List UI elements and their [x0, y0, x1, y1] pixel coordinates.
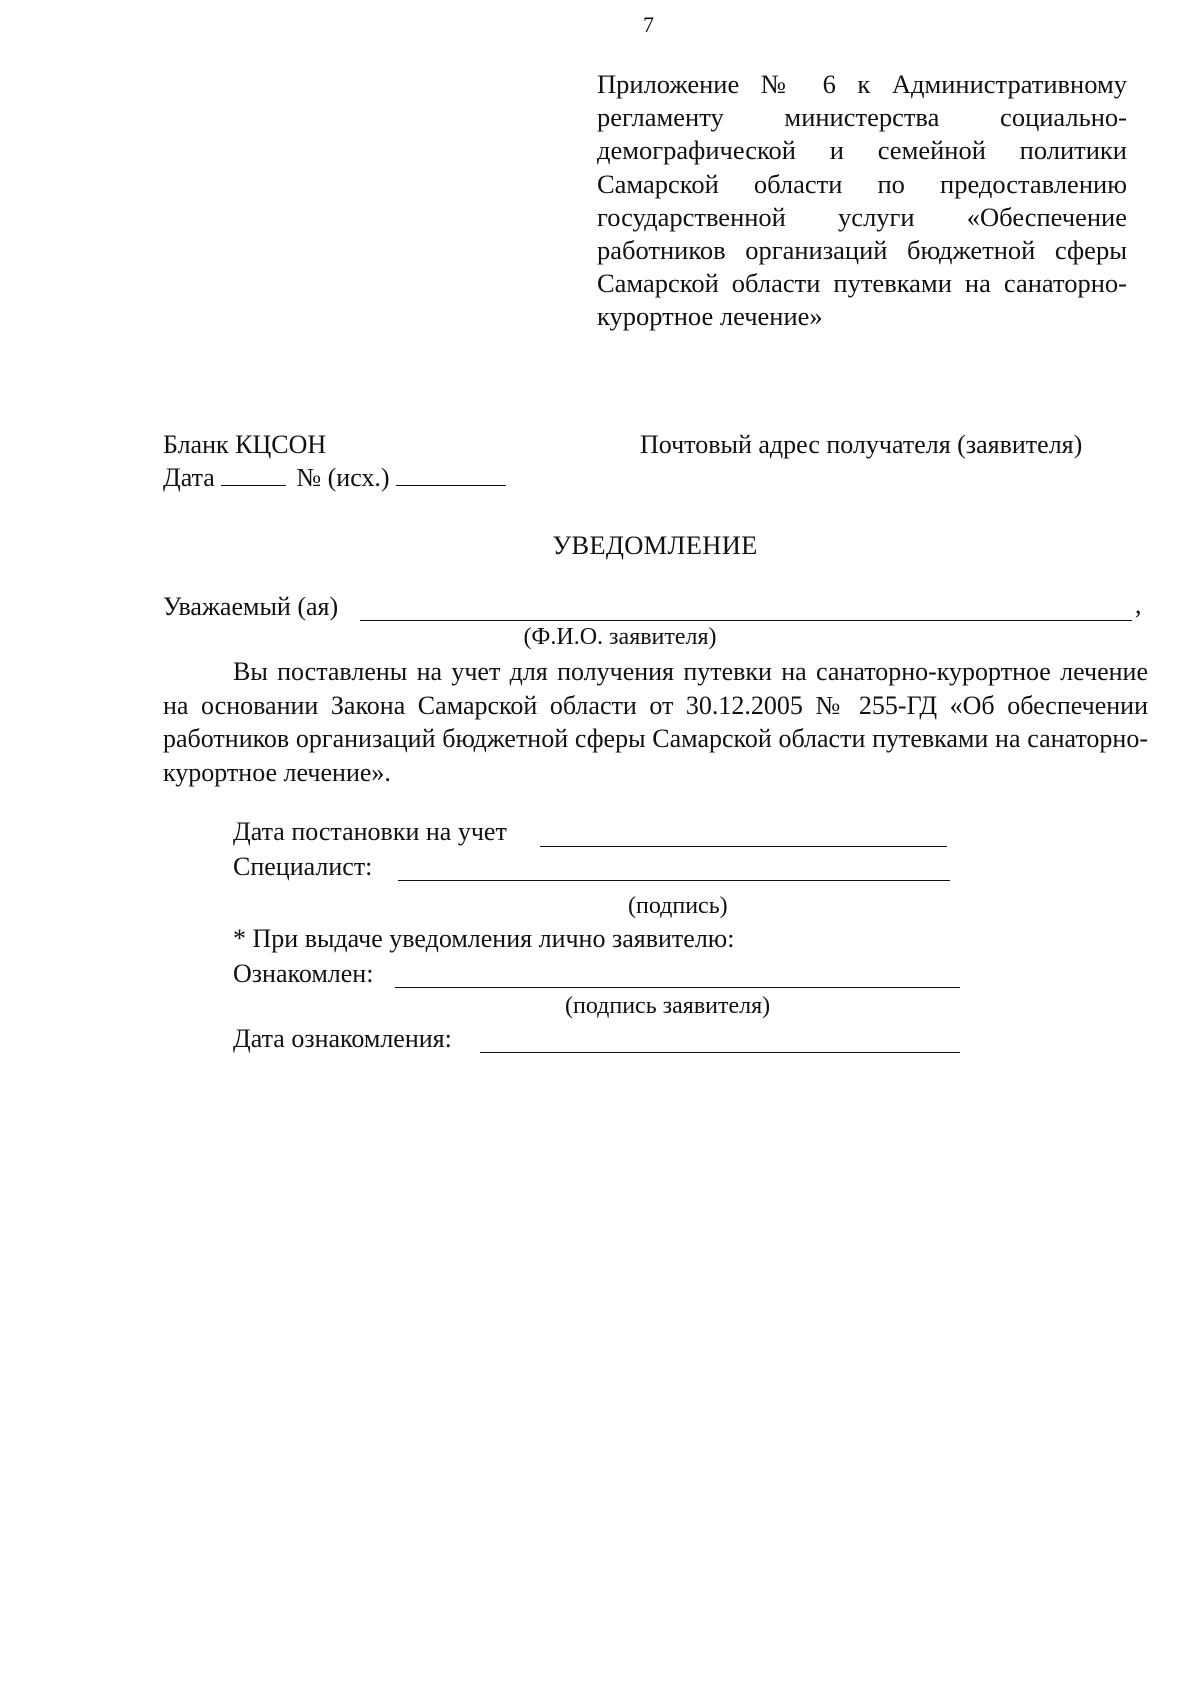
date-label: Дата: [163, 463, 215, 492]
acquainted-signature-line: [395, 987, 960, 988]
applicant-name-line: [360, 620, 1132, 621]
registration-date-label: Дата постановки на учет: [233, 817, 507, 846]
date-number-row: [163, 461, 506, 494]
date-blank-line: [221, 484, 286, 486]
appendix-heading: Приложение № 6 к Административному регламенту министерства социально-демографической и семейной политики Самарской области по предоставлению государственной услуги «Обеспечение работников организаций бюджетной сферы Самарской области путевками на санаторно-курортное лечение»: [597, 69, 1127, 332]
specialist-signature-line: [398, 880, 950, 881]
page-number: 7: [643, 12, 654, 37]
specialist-label: Специалист:: [233, 852, 373, 881]
sender-block: [163, 428, 506, 494]
personal-delivery-note: * При выдаче уведомления лично заявителю:: [233, 924, 735, 953]
blank-label: Бланк КЦСОН: [163, 430, 327, 459]
applicant-name-caption: (Ф.И.О. заявителя): [523, 624, 717, 650]
postal-address-label: Почтовый адрес получателя (заявителя): [640, 430, 1083, 459]
acquaintance-date-line: [480, 1052, 960, 1053]
greeting-label: Уважаемый (ая): [163, 592, 339, 621]
acquaintance-date-label: Дата ознакомления:: [233, 1024, 452, 1053]
greeting-comma: ,: [1135, 590, 1142, 619]
outgoing-number-blank-line: [396, 484, 506, 486]
acquainted-label: Ознакомлен:: [233, 959, 374, 988]
applicant-signature-caption: (подпись заявителя): [565, 993, 771, 1019]
outgoing-number-label: № (исх.): [296, 463, 390, 492]
notification-body: Вы поставлены на учет для получения путевки на санаторно-курортное лечение на основании Закона Самарской области от 30.12.2005 № 255-ГД «Об обеспечении работников организаций бюджетной сферы Самарской области путевками на санаторно-курортное лечение».: [163, 657, 1148, 787]
signature-caption: (подпись): [628, 893, 728, 919]
document-title: УВЕДОМЛЕНИЕ: [552, 530, 758, 560]
registration-date-line: [540, 846, 947, 847]
